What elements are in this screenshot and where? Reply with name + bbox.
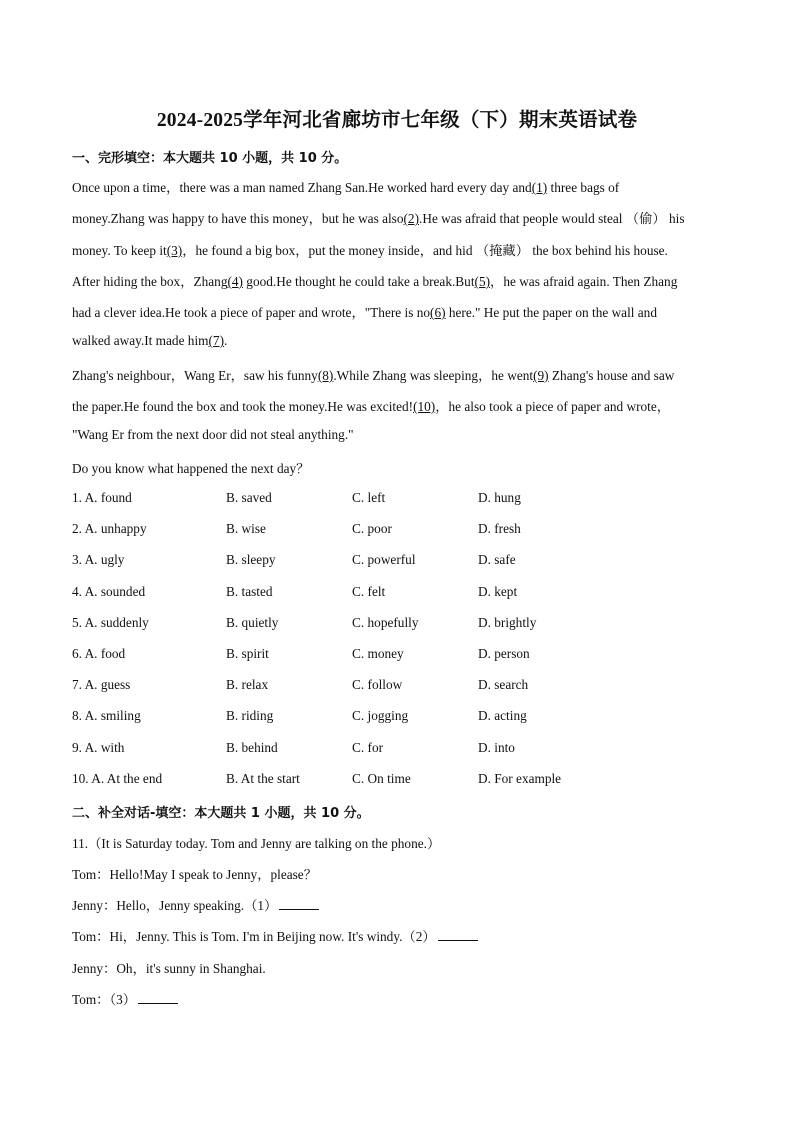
option-b[interactable]: B. tasted	[226, 584, 273, 599]
question-row	[72, 677, 732, 695]
dialogue-line	[72, 926, 478, 945]
option-d[interactable]: D. search	[478, 677, 529, 692]
answer-blank[interactable]	[138, 991, 178, 1004]
option-b[interactable]: B. sleepy	[226, 552, 276, 567]
option-c[interactable]: C. felt	[352, 584, 386, 599]
dialogue-text: Tom：Hello!May I speak to Jenny，please？	[72, 867, 318, 882]
passage-line	[72, 365, 674, 384]
blank-number[interactable]: (9)	[533, 368, 549, 383]
question-row	[72, 490, 732, 508]
option-c[interactable]: C. powerful	[352, 552, 416, 567]
option-a[interactable]: 5. A. suddenly	[72, 615, 149, 630]
passage-text: money.Zhang was happy to have this money，but he was also	[72, 211, 404, 226]
option-d[interactable]: D. kept	[478, 584, 518, 599]
dialogue-line	[72, 864, 317, 883]
page-title: 2024-2025学年河北省廊坊市七年级（下）期末英语试卷	[156, 110, 638, 131]
passage-line	[72, 240, 668, 259]
option-b[interactable]: B. quietly	[226, 615, 279, 630]
passage-text: here." He put the paper on the wall and	[445, 305, 657, 320]
option-a[interactable]: 7. A. guess	[72, 677, 131, 692]
passage-text: ，he also took a piece of paper and wrote，	[435, 399, 671, 414]
option-c[interactable]: C. poor	[352, 521, 392, 536]
option-a[interactable]: 10. A. At the end	[72, 771, 163, 786]
blank-number[interactable]: (8)	[317, 368, 334, 383]
option-d[interactable]: D. person	[478, 646, 530, 661]
passage-text: three bags of	[547, 180, 620, 195]
option-d[interactable]: D. For example	[478, 771, 562, 786]
passage-text: After hiding the box，Zhang	[72, 274, 228, 289]
option-a[interactable]: 9. A. with	[72, 740, 125, 755]
dialogue-text: Tom：Hi，Jenny. This is Tom. I'm in Beijing now. It's windy.（2）	[72, 929, 436, 944]
option-b[interactable]: B. At the start	[226, 771, 300, 786]
option-a[interactable]: 2. A. unhappy	[72, 521, 147, 536]
question-row	[72, 740, 732, 758]
passage-line	[72, 458, 309, 477]
option-b[interactable]: B. behind	[226, 740, 278, 755]
option-b[interactable]: B. wise	[226, 521, 266, 536]
option-c[interactable]: C. money	[352, 646, 404, 661]
blank-number[interactable]: (10)	[413, 399, 436, 414]
option-a[interactable]: 8. A. smiling	[72, 708, 141, 723]
dialogue-line	[72, 989, 178, 1008]
passage-line	[72, 271, 677, 290]
option-d[interactable]: D. safe	[478, 552, 516, 567]
passage-text: .	[224, 333, 228, 348]
answer-blank[interactable]	[438, 928, 478, 941]
option-c[interactable]: C. jogging	[352, 708, 409, 723]
passage-text: the paper.He found the box and took the money.He was excited!	[72, 399, 414, 414]
blank-number[interactable]: (5)	[474, 274, 491, 289]
option-c[interactable]: C. left	[352, 490, 386, 505]
passage-text: had a clever idea.He took a piece of paper and wrote，"There is no	[72, 305, 431, 320]
dialogue-text: Jenny：Hello，Jenny speaking.（1）	[72, 898, 278, 913]
passage-text: "Wang Er from the next door did not steal anything."	[72, 427, 354, 442]
answer-blank[interactable]	[279, 897, 319, 910]
passage-text: money. To keep it	[72, 243, 167, 258]
blank-number[interactable]: (1)	[531, 180, 548, 195]
option-c[interactable]: C. follow	[352, 677, 403, 692]
question-row	[72, 615, 732, 633]
passage-text: .He was afraid that people would steal （偷） his	[419, 211, 685, 226]
dialogue-line	[72, 958, 266, 977]
option-a[interactable]: 1. A. found	[72, 490, 132, 505]
option-d[interactable]: D. hung	[478, 490, 521, 505]
option-b[interactable]: B. relax	[226, 677, 269, 692]
passage-text: ，he was afraid again. Then Zhang	[490, 274, 678, 289]
dialogue-text: Tom：（3）	[72, 992, 137, 1007]
option-b[interactable]: B. spirit	[226, 646, 269, 661]
option-a[interactable]: 6. A. food	[72, 646, 126, 661]
dialogue-text: Jenny：Oh，it's sunny in Shanghai.	[72, 961, 266, 976]
passage-line	[72, 427, 354, 443]
passage-text: good.He thought he could take a break.But	[242, 274, 475, 289]
passage-text: ，he found a big box，put the money inside，and hid （掩藏） the box behind his house.	[182, 243, 668, 258]
blank-number[interactable]: (6)	[430, 305, 446, 320]
dialogue-intro: 11.（It is Saturday today. Tom and Jenny are talking on the phone.）	[72, 836, 441, 851]
passage-text: Once upon a time，there was a man named Zhang San.He worked hard every day and	[72, 180, 532, 195]
section1-heading: 一、完形填空：本大题共 10 小题，共 10 分。	[72, 151, 348, 166]
passage-line	[72, 396, 670, 415]
passage-line	[72, 302, 657, 321]
option-d[interactable]: D. acting	[478, 708, 527, 723]
section2-heading: 二、补全对话-填空：本大题共 1 小题，共 10 分。	[72, 806, 370, 821]
option-a[interactable]: 4. A. sounded	[72, 584, 146, 599]
passage-text: Do you know what happened the next day？	[72, 461, 310, 476]
blank-number[interactable]: (2)	[403, 211, 420, 226]
option-c[interactable]: C. for	[352, 740, 384, 755]
option-c[interactable]: C. hopefully	[352, 615, 419, 630]
question-row	[72, 552, 732, 570]
passage-line	[72, 208, 685, 227]
dialogue-line	[72, 895, 319, 914]
question-row	[72, 646, 732, 664]
passage-text: .While Zhang was sleeping，he went	[333, 368, 534, 383]
blank-number[interactable]: (7)	[208, 333, 225, 348]
option-d[interactable]: D. brightly	[478, 615, 537, 630]
blank-number[interactable]: (3)	[166, 243, 183, 258]
passage-line	[72, 177, 619, 196]
option-d[interactable]: D. into	[478, 740, 515, 755]
question-row	[72, 521, 732, 539]
question-row	[72, 708, 732, 726]
question-row	[72, 771, 732, 789]
option-a[interactable]: 3. A. ugly	[72, 552, 125, 567]
passage-line	[72, 333, 227, 349]
option-d[interactable]: D. fresh	[478, 521, 521, 536]
question-row	[72, 584, 732, 602]
option-b[interactable]: B. riding	[226, 708, 274, 723]
option-c[interactable]: C. On time	[352, 771, 411, 786]
passage-text: Zhang's neighbour，Wang Er，saw his funny	[72, 368, 318, 383]
passage-text: walked away.It made him	[72, 333, 209, 348]
passage-text: Zhang's house and saw	[548, 368, 675, 383]
blank-number[interactable]: (4)	[227, 274, 243, 289]
option-b[interactable]: B. saved	[226, 490, 272, 505]
